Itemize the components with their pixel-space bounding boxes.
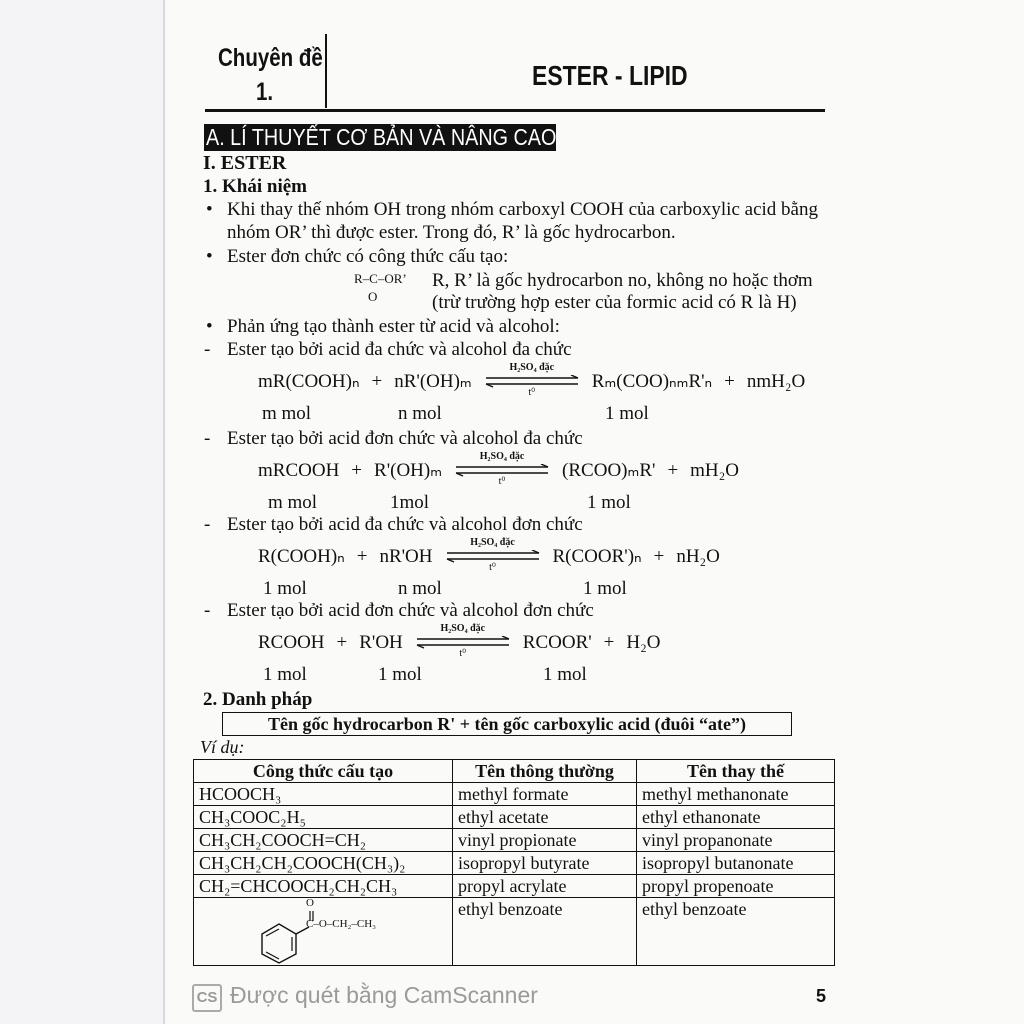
table-row — [194, 783, 835, 806]
mole-ester: 1 mol — [543, 664, 587, 685]
plus-sign: + — [356, 546, 368, 567]
mole-ester: 1 mol — [605, 403, 649, 424]
plus-sign: + — [603, 632, 615, 653]
col-header-iupac-name: Tên thay thế — [637, 760, 835, 783]
case-title: Ester tạo bởi acid đa chức và alcohol đơn chức — [227, 514, 583, 535]
ester-structure-oxygen: O — [368, 289, 378, 304]
ester-names-table — [193, 759, 835, 966]
ethyl-ester-chain: C–O–CH₂–CH₃ — [306, 918, 377, 930]
mole-alcohol: 1 mol — [378, 664, 422, 685]
bullet-icon: • — [206, 316, 213, 337]
dash-bullet: - — [204, 339, 211, 360]
cell-formula: HCOOCH₃ — [194, 783, 453, 806]
case-title: Ester tạo bởi acid đơn chức và alcohol đơn chức — [227, 600, 594, 621]
table-row — [194, 806, 835, 829]
cell-common: propyl acrylate — [453, 875, 637, 898]
bullet3: Phản ứng tạo thành ester từ acid và alcohol: — [227, 316, 560, 337]
bullet-icon: • — [206, 199, 213, 220]
case-title: Ester tạo bởi acid đa chức và alcohol đa chức — [227, 339, 572, 360]
table-row — [194, 852, 835, 875]
equilibrium-arrow-icon — [445, 538, 541, 572]
cell-iupac: vinyl propanonate — [637, 829, 835, 852]
example-label: Ví dụ: — [200, 737, 245, 757]
temperature-label: t⁰ — [528, 387, 536, 398]
equilibrium-arrow-icon — [454, 452, 550, 486]
catalyst-label: H₂SO₄ đặc — [479, 451, 525, 462]
case-title: Ester tạo bởi acid đơn chức và alcohol đa chức — [227, 428, 583, 449]
mole-acid: 1 mol — [263, 578, 307, 599]
product-water: nmH₂O — [746, 371, 806, 392]
product-ester: R(COOR')ₙ — [552, 546, 642, 567]
mole-alcohol: n mol — [398, 578, 442, 599]
subheading-nomenclature: 2. Danh pháp — [203, 689, 313, 710]
cell-iupac: methyl methanonate — [637, 783, 835, 806]
page-title: ESTER - LIPID — [532, 60, 688, 91]
product-ester: Rₘ(COO)ₙₘR'ₙ — [591, 371, 713, 392]
equilibrium-arrow-icon — [484, 363, 580, 397]
scan-margin — [0, 0, 165, 1024]
table-row — [194, 875, 835, 898]
col-header-common-name: Tên thông thường — [453, 760, 637, 783]
subheading-concept: 1. Khái niệm — [203, 176, 307, 197]
reaction-equation — [258, 451, 740, 487]
product-water: mH₂O — [690, 460, 740, 481]
reactant-acid: R(COOH)ₙ — [258, 546, 345, 567]
header-divider — [325, 34, 327, 108]
cell-iupac: ethyl ethanonate — [637, 806, 835, 829]
product-water: H₂O — [626, 632, 661, 653]
cell-common: methyl formate — [453, 783, 637, 806]
cell-formula: CH₃COOC₂H₅ — [194, 806, 453, 829]
mole-acid: m mol — [262, 403, 312, 424]
bullet1-line2: nhóm OR’ thì được ester. Trong đó, R’ là gốc hydrocarbon. — [227, 222, 676, 243]
camscanner-watermark: Được quét bằng CamScanner — [230, 982, 538, 1008]
cell-common: vinyl propionate — [453, 829, 637, 852]
catalyst-label: H₂SO₄ đặc — [509, 362, 555, 373]
dash-bullet: - — [204, 514, 211, 535]
plus-sign: + — [336, 632, 348, 653]
reactant-acid: mR(COOH)ₙ — [258, 371, 360, 392]
temperature-label: t⁰ — [459, 648, 467, 659]
plus-sign: + — [351, 460, 363, 481]
benzene-ring-icon — [249, 898, 379, 964]
equilibrium-arrow-icon — [415, 624, 511, 658]
structure-description-2: (trừ trường hợp ester của formic acid có R là H) — [432, 292, 797, 313]
section-banner-text: A. LÍ THUYẾT CƠ BẢN VÀ NÂNG CAO — [206, 124, 557, 150]
page-number: 5 — [816, 986, 827, 1006]
topic-number: 1. — [256, 78, 274, 106]
reaction-equation — [258, 362, 806, 398]
reactant-alcohol: R'(OH)ₘ — [374, 460, 443, 481]
cell-common: ethyl benzoate — [453, 898, 637, 966]
plus-sign: + — [667, 460, 679, 481]
mole-alcohol: n mol — [398, 403, 442, 424]
temperature-label: t⁰ — [498, 476, 506, 487]
plus-sign: + — [371, 371, 383, 392]
product-water: nH₂O — [676, 546, 720, 567]
reactant-alcohol: R'OH — [359, 632, 403, 653]
section-banner — [204, 124, 556, 151]
mole-ester: 1 mol — [583, 578, 627, 599]
catalyst-label: H₂SO₄ đặc — [470, 537, 515, 548]
reactant-acid: RCOOH — [258, 632, 325, 653]
plus-sign: + — [724, 371, 735, 392]
cell-benzoate-structure — [194, 898, 453, 966]
table-header-row — [194, 760, 835, 783]
mole-acid: m mol — [268, 492, 318, 513]
carbonyl-oxygen: O — [306, 897, 314, 909]
reactant-acid: mRCOOH — [258, 460, 340, 481]
topic-label: Chuyên đề — [218, 44, 323, 72]
cell-formula: CH₂=CHCOOCH₂CH₂CH₃ — [194, 875, 453, 898]
plus-sign: + — [653, 546, 665, 567]
bullet1-line1: Khi thay thế nhóm OH trong nhóm carboxyl COOH của carboxylic acid bằng — [227, 199, 818, 220]
cell-iupac: ethyl benzoate — [637, 898, 835, 966]
catalyst-label: H₂SO₄ đặc — [440, 623, 486, 634]
mole-alcohol: 1mol — [390, 492, 430, 513]
ester-structure: R–C–OR’ — [354, 271, 407, 286]
bullet2: Ester đơn chức có công thức cấu tạo: — [227, 246, 509, 267]
heading-ester: I. ESTER — [203, 152, 287, 174]
cell-iupac: propyl propenoate — [637, 875, 835, 898]
cell-common: isopropyl butyrate — [453, 852, 637, 875]
header-rule — [205, 109, 825, 112]
temperature-label: t⁰ — [489, 562, 496, 573]
structure-description-1: R, R’ là gốc hydrocarbon no, không no hoặc thơm — [432, 270, 813, 291]
reactant-alcohol: nR'(OH)ₘ — [394, 371, 472, 392]
nomenclature-rule-box: Tên gốc hydrocarbon R' + tên gốc carboxylic acid (đuôi “ate”) — [222, 712, 792, 736]
reaction-equation — [258, 623, 661, 659]
col-header-structure: Công thức cấu tạo — [194, 760, 453, 783]
product-ester: RCOOR' — [522, 632, 592, 653]
table-row — [194, 829, 835, 852]
dash-bullet: - — [204, 428, 211, 449]
dash-bullet: - — [204, 600, 211, 621]
camscanner-logo: CS — [192, 984, 222, 1012]
cell-iupac: isopropyl butanonate — [637, 852, 835, 875]
cell-formula: CH₃CH₂CH₂COOCH(CH₃)₂ — [194, 852, 453, 875]
reactant-alcohol: nR'OH — [379, 546, 433, 567]
cell-formula: CH₃CH₂COOCH=CH₂ — [194, 829, 453, 852]
reaction-equation — [258, 537, 720, 573]
product-ester: (RCOO)ₘR' — [562, 460, 656, 481]
mole-acid: 1 mol — [263, 664, 307, 685]
table-row — [194, 898, 835, 966]
mole-ester: 1 mol — [587, 492, 631, 513]
cell-common: ethyl acetate — [453, 806, 637, 829]
bullet-icon: • — [206, 246, 213, 267]
